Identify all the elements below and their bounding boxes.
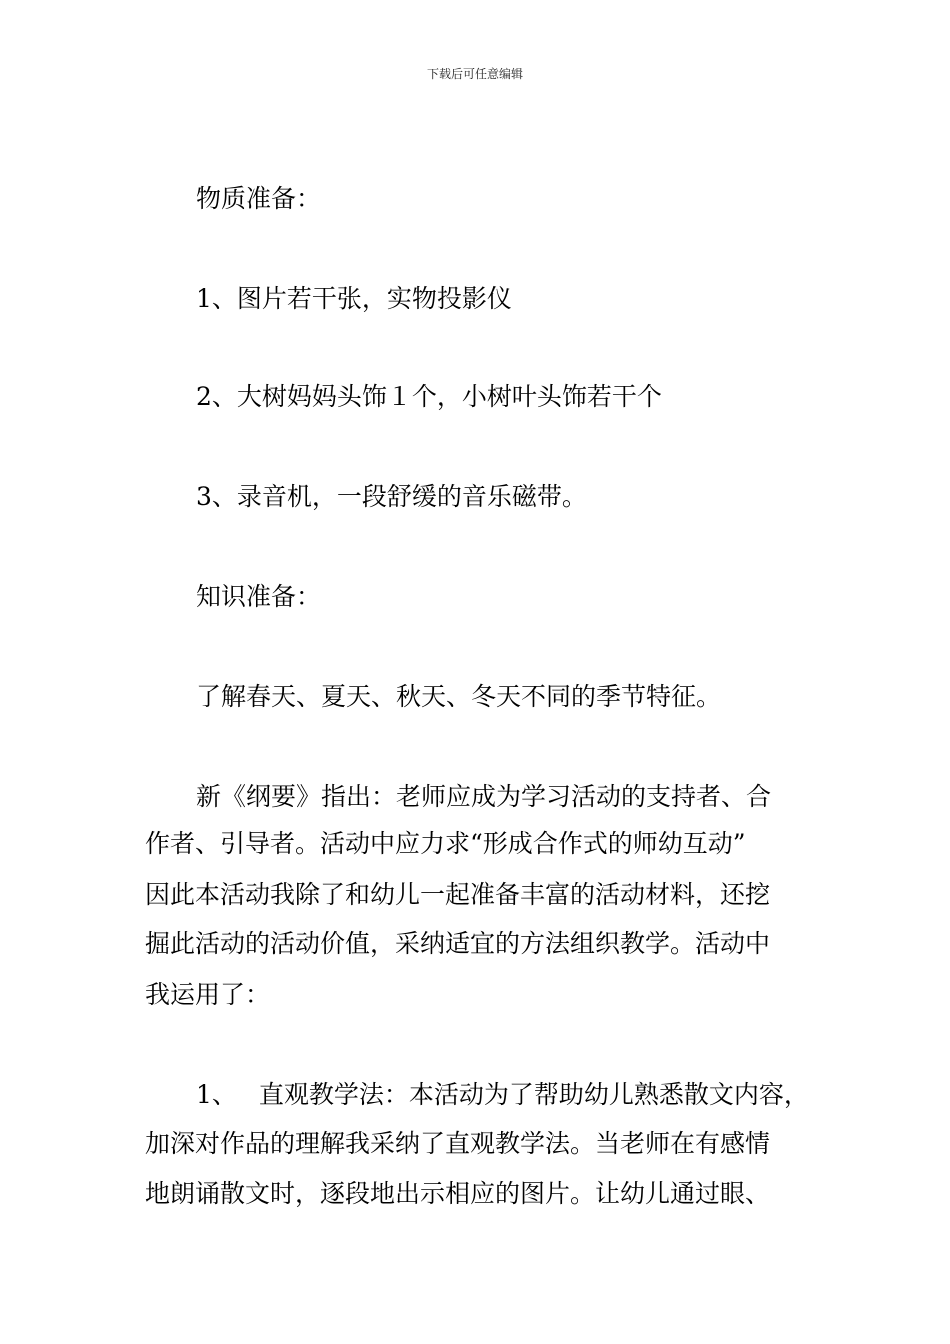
paragraph2-line-3: 地朗诵散文时，逐段地出示相应的图片。让幼儿通过眼、 bbox=[145, 1179, 771, 1208]
paragraph1-line-4: 掘此活动的活动价值，采纳适宜的方法组织教学。活动中 bbox=[145, 929, 771, 958]
paragraph2-line-2: 加深对作品的理解我采纳了直观教学法。当老师在有感情 bbox=[145, 1129, 771, 1158]
material-item-3: 3、录音机，一段舒缓的音乐磁带。 bbox=[196, 482, 587, 511]
material-prep-heading: 物质准备： bbox=[196, 184, 322, 213]
material-item-2: 2、大树妈妈头饰１个，小树叶头饰若干个 bbox=[196, 382, 662, 411]
knowledge-prep-text: 了解春天、夏天、秋天、冬天不同的季节特征。 bbox=[196, 682, 722, 711]
paragraph2-line-1-text: 直观教学法：本活动为了帮助幼儿熟悉散文内容， bbox=[258, 1080, 809, 1109]
material-item-1: 1、图片若干张，实物投影仪 bbox=[196, 284, 512, 313]
paragraph1-line-5: 我运用了： bbox=[145, 980, 271, 1009]
paragraph2-line-1 bbox=[196, 1080, 809, 1110]
paragraph1-line-3: 因此本活动我除了和幼儿一起准备丰富的活动材料，还挖 bbox=[145, 880, 771, 909]
paragraph1-line-1: 新《纲要》指出：老师应成为学习活动的支持者、合 bbox=[196, 782, 772, 811]
knowledge-prep-heading: 知识准备： bbox=[196, 582, 322, 611]
paragraph2-number: 1、 bbox=[196, 1080, 237, 1109]
page-header: 下载后可任意编辑 bbox=[426, 67, 523, 81]
paragraph1-line-2: 作者、引导者。活动中应力求“形成合作式的师幼互动” bbox=[145, 829, 746, 858]
